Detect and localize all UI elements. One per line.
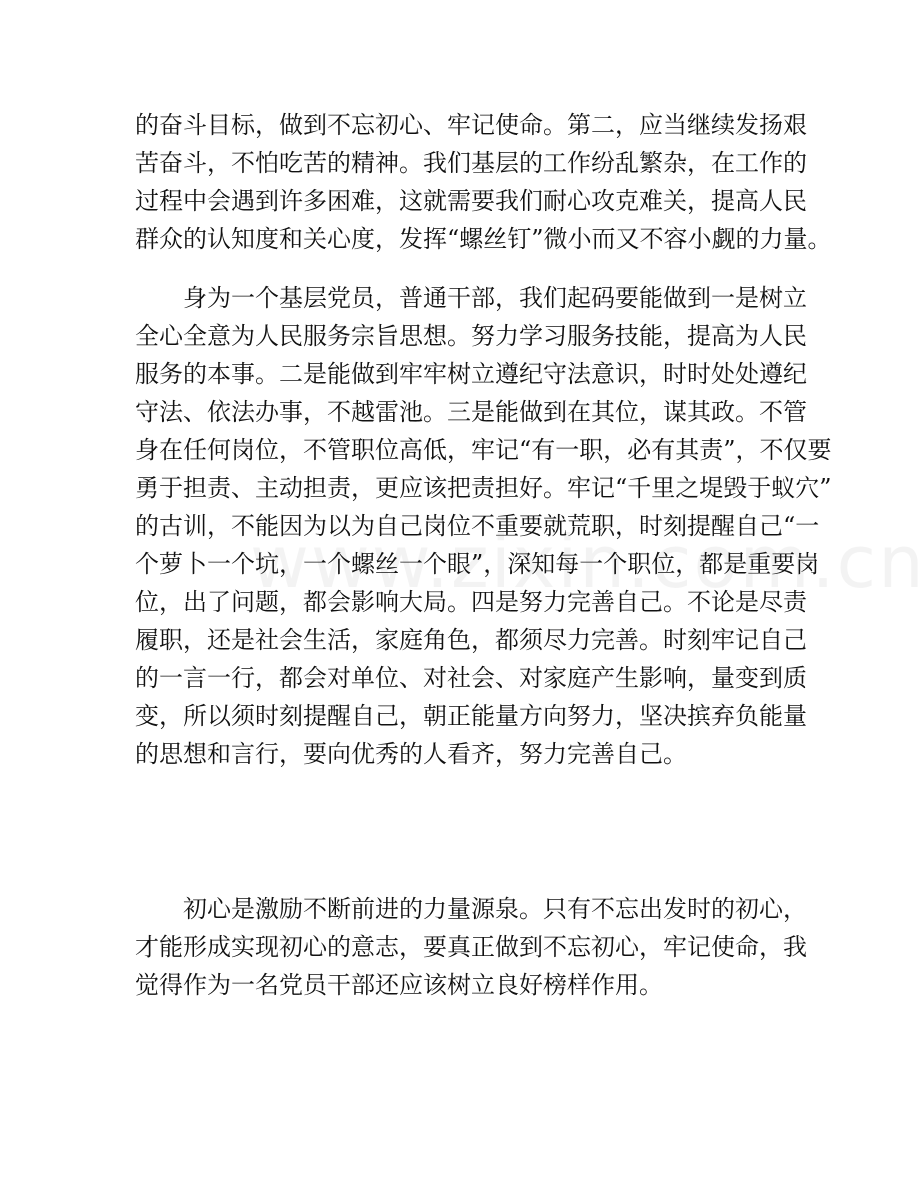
text-line: 过程中会遇到许多困难，这就需要我们耐心攻克难关，提高人民 (135, 187, 807, 215)
text-line: 的古训，不能因为以为自己岗位不重要就荒职，时刻提醒自己“一 (135, 512, 820, 540)
text-line: 初心是激励不断前进的力量源泉。只有不忘出发时的初心， (183, 895, 807, 923)
text-line: 的一言一行，都会对单位、对社会、对家庭产生影响，量变到质 (135, 664, 807, 692)
text-line: 苦奋斗，不怕吃苦的精神。我们基层的工作纷乱繁杂，在工作的 (135, 149, 807, 177)
text-line: 身在任何岗位，不管职位高低，牢记“有一职，必有其责”，不仅要 (135, 436, 832, 464)
text-line: 变，所以须时刻提醒自己，朝正能量方向努力，坚决摈弃负能量 (135, 702, 807, 730)
text-line: 的奋斗目标，做到不忘初心、牢记使命。第二，应当继续发扬艰 (135, 111, 807, 139)
text-line: 守法、依法办事，不越雷池。三是能做到在其位，谋其政。不管 (135, 398, 807, 426)
text-line: 服务的本事。二是能做到牢牢树立遵纪守法意识，时时处处遵纪 (135, 360, 807, 388)
text-line: 觉得作为一名党员干部还应该树立良好榜样作用。 (135, 971, 663, 999)
text-line: 全心全意为人民服务宗旨思想。努力学习服务技能，提高为人民 (135, 322, 807, 350)
text-line: 位，出了问题，都会影响大局。四是努力完善自己。不论是尽责 (135, 588, 807, 616)
text-line: 的思想和言行，要向优秀的人看齐，努力完善自己。 (135, 740, 687, 768)
text-line: 身为一个基层党员，普通干部，我们起码要能做到一是树立 (183, 284, 807, 312)
text-line: 个萝卜一个坑，一个螺丝一个眼”，深知每一个职位，都是重要岗 (135, 550, 820, 578)
text-line: 才能形成实现初心的意志，要真正做到不忘初心，牢记使命，我 (135, 933, 807, 961)
text-line: 群众的认知度和关心度，发挥“螺丝钉”微小而又不容小觑的力量。 (135, 225, 832, 253)
text-line: 履职，还是社会生活，家庭角色，都须尽力完善。时刻牢记自己 (135, 626, 807, 654)
text-line: 勇于担责、主动担责，更应该把责担好。牢记“千里之堤毁于蚁穴” (135, 474, 832, 502)
